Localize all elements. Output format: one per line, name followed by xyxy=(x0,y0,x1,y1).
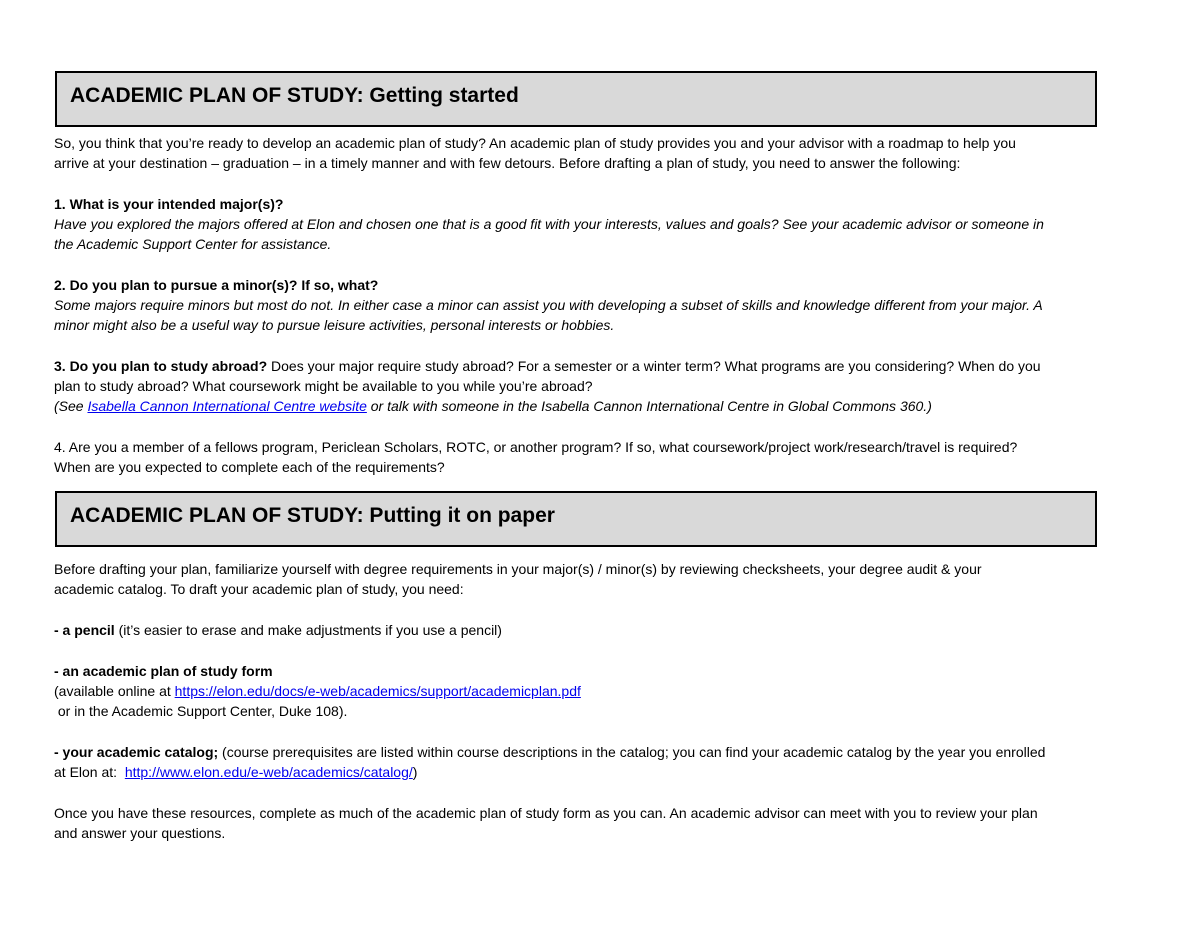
closing-paragraph-line: and answer your questions. xyxy=(54,825,226,841)
reference-prefix: (See xyxy=(54,398,88,414)
question-3-reference xyxy=(54,396,932,416)
section-title: ACADEMIC PLAN OF STUDY: Getting started xyxy=(70,84,519,107)
reference-suffix: or talk with someone in the Isabella Cannon International Centre in Global Commons 360.) xyxy=(366,398,932,414)
form-item-label: - an academic plan of study form xyxy=(54,663,273,679)
section2-intro-line: Before drafting your plan, familiarize yourself with degree requirements in your major(s) / minor(s) by reviewing checksheets, your degree audit & your xyxy=(54,561,982,577)
intro-paragraph-line: arrive at your destination – graduation – in a timely manner and with few detours. Before drafting a plan of study, you need to answer the following: xyxy=(54,155,961,171)
question-1-text: Have you explored the majors offered at Elon and chosen one that is a good fit with your interests, values and goals? See your academic advisor or someone in xyxy=(54,216,1044,232)
pencil-item xyxy=(54,620,502,640)
section2-intro-line: academic catalog. To draft your academic plan of study, you need: xyxy=(54,581,464,597)
question-3-text: plan to study abroad? What coursework might be available to you while you’re abroad? xyxy=(54,378,593,394)
catalog-item xyxy=(54,742,1045,762)
catalog-link-prefix: at Elon at: xyxy=(54,764,125,780)
question-3-text: Does your major require study abroad? For a semester or a winter term? What programs are you considering? When do you xyxy=(267,358,1041,374)
question-4-text: 4. Are you a member of a fellows program, Periclean Scholars, ROTC, or another program? If so, what coursework/project work/research/travel is required? xyxy=(54,439,1018,455)
intro-paragraph-line: So, you think that you’re ready to develop an academic plan of study? An academic plan of study provides you and your advisor with a roadmap to help you xyxy=(54,135,1016,151)
catalog-link-suffix: ) xyxy=(412,764,418,780)
pencil-item-label: - a pencil xyxy=(54,622,115,638)
question-2-text: Some majors require minors but most do not. In either case a minor can assist you with developing a subset of skills and knowledge different from your major. A xyxy=(54,297,1043,313)
form-item-prefix: (available online at xyxy=(54,683,175,699)
section-title: ACADEMIC PLAN OF STUDY: Putting it on paper xyxy=(70,504,555,527)
academic-plan-pdf-link[interactable]: https://elon.edu/docs/e-web/academics/support/academicplan.pdf xyxy=(174,683,581,699)
question-1-text: the Academic Support Center for assistance. xyxy=(54,236,332,252)
form-item-availability xyxy=(54,681,581,701)
pencil-item-text: (it’s easier to erase and make adjustments if you use a pencil) xyxy=(114,622,502,638)
section-header-getting-started xyxy=(55,71,1097,127)
question-2-heading: 2. Do you plan to pursue a minor(s)? If so, what? xyxy=(54,277,379,293)
catalog-item-label: - your academic catalog; xyxy=(54,744,219,760)
academic-catalog-link[interactable]: http://www.elon.edu/e-web/academics/catalog/ xyxy=(124,764,413,780)
form-item-location: or in the Academic Support Center, Duke 108). xyxy=(54,703,348,719)
section-header-putting-on-paper xyxy=(55,491,1097,547)
question-3-heading: 3. Do you plan to study abroad? xyxy=(54,358,268,374)
catalog-item-link-line xyxy=(54,762,417,782)
international-centre-link[interactable]: Isabella Cannon International Centre website xyxy=(87,398,367,414)
question-2-text: minor might also be a useful way to pursue leisure activities, personal interests or hobbies. xyxy=(54,317,615,333)
question-1-heading: 1. What is your intended major(s)? xyxy=(54,196,284,212)
catalog-item-text: (course prerequisites are listed within course descriptions in the catalog; you can find your academic catalog by the year you enrolled xyxy=(218,744,1046,760)
question-4-text: When are you expected to complete each of the requirements? xyxy=(54,459,445,475)
closing-paragraph-line: Once you have these resources, complete as much of the academic plan of study form as you can. An academic advisor can meet with you to review your plan xyxy=(54,805,1038,821)
question-3-line xyxy=(54,356,1041,376)
